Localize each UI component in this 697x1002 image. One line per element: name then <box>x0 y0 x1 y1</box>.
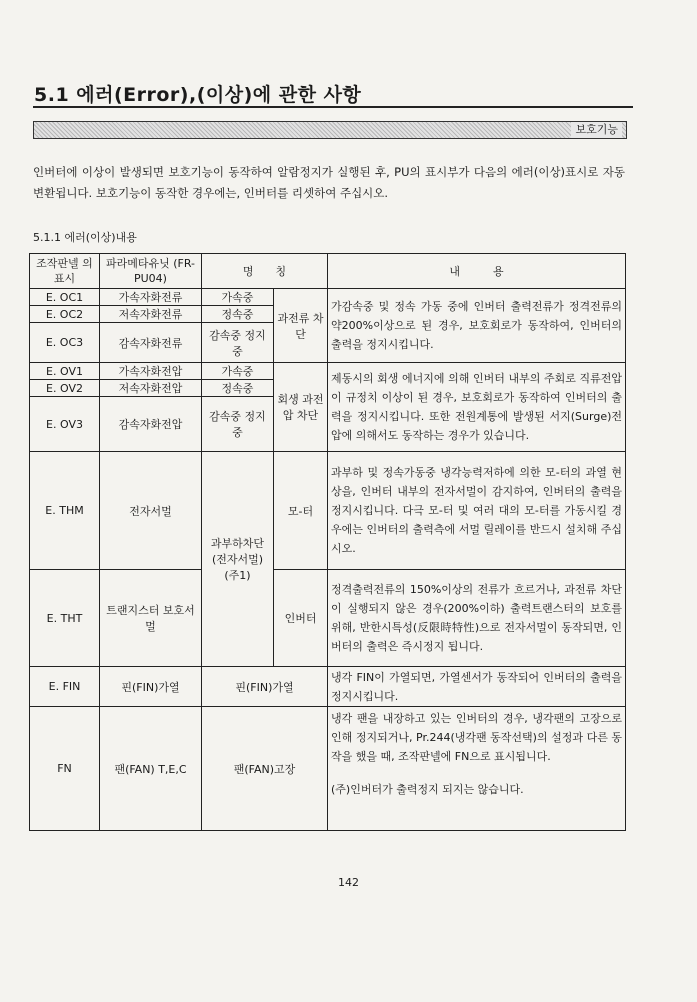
name-cell: 인버터 <box>274 570 328 667</box>
code-cell: E. THT <box>30 570 100 667</box>
header-name: 명 칭 <box>202 254 328 289</box>
error-table <box>29 253 626 831</box>
code-cell: E. OV1 <box>30 363 100 380</box>
name-cell: 모-터 <box>274 452 328 570</box>
table-row <box>30 363 626 380</box>
code-cell: E. OC1 <box>30 289 100 306</box>
table-row <box>30 289 626 306</box>
fn-desc-text: 냉각 팬을 내장하고 있는 인버터의 경우, 냉각팬의 고장으로 인해 정지되거나, Pr.244(냉각팬 동작선택)의 설정과 다른 동작을 했을 때, 조작판넬에 FN으로 표시됩니다. <box>331 712 623 763</box>
table-row <box>30 570 626 667</box>
page-number: 142 <box>338 876 359 889</box>
pu-cell: 저속자화전압 <box>100 380 202 397</box>
desc-cell: 냉각 FIN이 가열되면, 가열센서가 동작되어 인버터의 출력을 정지시킵니다. <box>328 667 626 707</box>
pu-cell: 감속자화전류 <box>100 323 202 363</box>
desc-cell: 정격출력전류의 150%이상의 전류가 흐르거나, 과전류 차단이 실행되지 않은 경우(200%이하) 출력트랜스터의 보호를 위해, 반한시특성(反限時特性)으로 전자서멀이 동작되면, 인버터의 출력은 즉시정지 됩니다. <box>328 570 626 667</box>
code-cell: E. OV3 <box>30 397 100 452</box>
pu-cell: 핀(FIN)가열 <box>100 667 202 707</box>
page-title: 5.1 에러(Error),(이상)에 관한 사항 <box>34 84 362 106</box>
code-cell: E. FIN <box>30 667 100 707</box>
section-bar <box>33 121 627 139</box>
name-cell: 핀(FIN)가열 <box>202 667 328 707</box>
group-cell: 과전류 차단 <box>274 289 328 363</box>
sub-cell: 가속중 <box>202 289 274 306</box>
group-cell: 회생 과전압 차단 <box>274 363 328 452</box>
code-cell: E. OC2 <box>30 306 100 323</box>
title-rule <box>33 106 633 108</box>
fn-note: (주)인버터가 출력정지 되지는 않습니다. <box>331 783 524 796</box>
pu-cell: 팬(FAN) T,E,C <box>100 707 202 831</box>
intro-paragraph: 인버터에 이상이 발생되면 보호기능이 동작하여 알람정지가 실행된 후, PU의 표시부가 다음의 에러(이상)표시로 자동변환됩니다. 보호기능이 동작한 경우에는, 인버터를 리셋하여 주십시오. <box>33 165 625 200</box>
code-cell: E. OV2 <box>30 380 100 397</box>
pu-cell: 가속자화전압 <box>100 363 202 380</box>
pu-cell: 트랜지스터 보호서멀 <box>100 570 202 667</box>
name-cell: 팬(FAN)고장 <box>202 707 328 831</box>
table-header-row <box>30 254 626 289</box>
code-cell: E. THM <box>30 452 100 570</box>
table-row <box>30 667 626 707</box>
code-cell: FN <box>30 707 100 831</box>
sub-cell: 가속중 <box>202 363 274 380</box>
pu-cell: 전자서멀 <box>100 452 202 570</box>
header-content: 내 용 <box>328 254 626 289</box>
section-tag: 보호기능 <box>571 122 622 138</box>
table-row <box>30 707 626 831</box>
sub-cell: 감속중 정지중 <box>202 397 274 452</box>
sub-cell: 정속중 <box>202 306 274 323</box>
table-row <box>30 452 626 570</box>
desc-cell <box>328 707 626 831</box>
pu-cell: 저속자화전류 <box>100 306 202 323</box>
sub-cell: 감속중 정지중 <box>202 323 274 363</box>
pu-cell: 감속자화전압 <box>100 397 202 452</box>
desc-cell: 가감속중 및 정속 가동 중에 인버터 출력전류가 정격전류의 약200%이상으로 된 경우, 보호회로가 동작하여, 인버터의 출력을 정지시킵니다. <box>328 289 626 363</box>
desc-cell: 과부하 및 정속가동중 냉각능력저하에 의한 모-터의 과열 현상을, 인버터 내부의 전자서멀이 감지하여, 인버터의 출력을 정지시킵니다. 다극 모-터 및 여러 대의 모-터를 가동시킬 경우에는 인버터의 출력측에 서멀 릴레이를 반드시 설치해 주십시오. <box>328 452 626 570</box>
code-cell: E. OC3 <box>30 323 100 363</box>
desc-cell: 제동시의 회생 에너지에 의해 인버터 내부의 주회로 직류전압이 규정치 이상이 된 경우, 보호회로가 동작하여 인버터의 출력을 정지시킵니다. 또한 전원계통에 발생된 서지(Surge)전압에 의해서도 동작하는 경우가 있습니다. <box>328 363 626 452</box>
header-pu: 파라메타유닛 (FR-PU04) <box>100 254 202 289</box>
subheading: 5.1.1 에러(이상)내용 <box>33 231 137 244</box>
header-panel: 조작판넬 의표시 <box>30 254 100 289</box>
overload-cell: 과부하차단 (전자서멀) (주1) <box>202 452 274 667</box>
pu-cell: 가속자화전류 <box>100 289 202 306</box>
sub-cell: 정속중 <box>202 380 274 397</box>
